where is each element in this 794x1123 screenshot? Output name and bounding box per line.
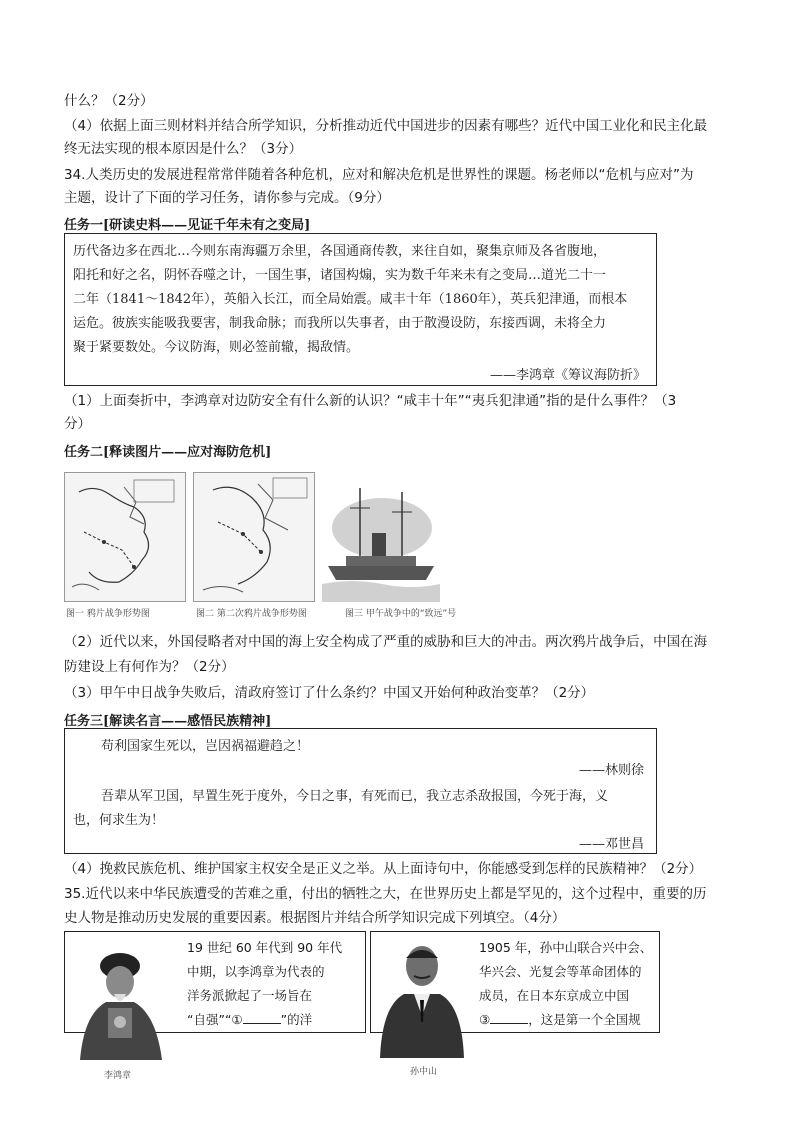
- question-34-line-2: 主题，设计了下面的学习任务，请你参与完成。（9分）: [64, 190, 390, 206]
- question-1-line-1: （1）上面奏折中，李鸿章对边防安全有什么新的认识？“咸丰十年”“夷兵犯津通”指的是什么事件？（3: [64, 393, 677, 409]
- question-35-line-2: 史人物是推动历史发展的重要因素。根据图片并结合所学知识完成下列填空。（4分）: [64, 910, 566, 926]
- question-2-line-1: （2）近代以来，外国侵略者对中国的海上安全构成了严重的威胁和巨大的冲击。两次鸦片战争后，中国在海: [64, 634, 708, 650]
- fill-line: [187, 1008, 342, 1032]
- fill-text: ③: [479, 1012, 491, 1027]
- task-3-title: 任务三[解读名言——感悟民族精神]: [64, 714, 272, 729]
- fill-line: 中期，以李鸿章为代表的: [187, 964, 325, 979]
- caption-figure-3: 图三 甲午战争中的“致远”号: [345, 609, 457, 619]
- quote-lin-zexu: 苟利国家生死以，岂因祸福避趋之！: [101, 739, 310, 754]
- blank-3[interactable]: [490, 1011, 528, 1024]
- caption-figure-1: 图一 鸦片战争形势图: [66, 609, 150, 619]
- quote-line: 二年（1841～1842年），英船入长江，而全局始震。咸丰十年（1860年），英兵犯津通，而根本: [73, 292, 628, 307]
- fill-line: 19 世纪 60 年代到 90 年代: [187, 940, 343, 955]
- quote-line: 阳托和好之名，阴怀吞噬之计，一国生事，诸国构煽，实为数千年来未有之变局…道光二十一: [73, 268, 607, 283]
- quote-deng-shichang-line-2: 也，何求生为！: [73, 813, 165, 828]
- sun-yatsen-text: [479, 936, 652, 1032]
- task-1-quote-box: [64, 233, 657, 386]
- warship-zhiyuan-image: [322, 478, 440, 602]
- task-2-title: 任务二[释读图片——应对海防危机]: [64, 445, 272, 460]
- sun-yatsen-portrait: [374, 936, 470, 1058]
- li-hongzhang-portrait: [70, 938, 170, 1060]
- fill-text: ，这是第一个全国规: [528, 1012, 641, 1027]
- fill-text: “自强”“①: [187, 1012, 243, 1027]
- text-line: 什么？（2分）: [64, 93, 154, 109]
- question-34-line-1: 34.人类历史的发展进程常常伴随着各种危机，应对和解决危机是世界性的课题。杨老师以“危机与应对”为: [64, 167, 694, 183]
- question-35-line-1: 35.近代以来中华民族遭受的苦难之重，付出的牺牲之大，在世界历史上都是罕见的，这个过程中，重要的历: [64, 886, 707, 902]
- fill-text: ”的洋: [280, 1012, 313, 1027]
- question-4-line: （4）挽救民族危机、维护国家主权安全是正义之举。从上面诗句中，你能感受到怎样的民族精神？（2分）: [64, 861, 703, 877]
- question-3-line: （3）甲午中日战争失败后，清政府签订了什么条约？中国又开始何种政治变革？（2分）: [64, 685, 595, 701]
- task-3-quote-box: [64, 728, 657, 854]
- author-deng-shichang: ——邓世昌: [578, 837, 644, 852]
- li-hongzhang-caption: 李鸿章: [104, 1071, 132, 1081]
- question-4-line-2: 终无法实现的根本原因是什么？（3分）: [64, 141, 303, 157]
- question-1-line-2: 分）: [64, 416, 91, 432]
- quote-deng-shichang-line-1: 吾辈从军卫国，早置生死于度外，今日之事，有死而已，我立志杀敌报国，今死于海，义: [101, 789, 609, 804]
- map-opium-war-image: [64, 472, 186, 602]
- blank-1[interactable]: [243, 1011, 281, 1024]
- question-2-line-2: 防建设上有何作为？（2分）: [64, 659, 235, 675]
- task-1-title: 任务一[研读史料——见证千年未有之变局]: [64, 218, 311, 233]
- fill-line: 华兴会、光复会等革命团体的: [479, 964, 642, 979]
- map-second-opium-war-image: [193, 472, 315, 602]
- task-1-source: ——李鸿章《筹议海防折》: [489, 368, 646, 383]
- fill-line: 成员，在日本东京成立中国: [479, 988, 630, 1003]
- quote-line: 历代备边多在西北…今则东南海疆万余里，各国通商传教，来往自如，聚集京师及各省腹地，: [73, 244, 607, 259]
- fill-line: 洋务派掀起了一场旨在: [187, 988, 313, 1003]
- fill-line: [479, 1008, 652, 1032]
- fill-line: 1905 年，孙中山联合兴中会、: [479, 940, 653, 955]
- quote-line: 运危。彼族实能吸我要害，制我命脉；而我所以失事者，由于散漫设防，东接西调，未将全力: [73, 316, 607, 331]
- li-hongzhang-text: [187, 936, 342, 1032]
- quote-line: 聚于紧要数处。今议防海，则必签前辙，揭敌情。: [73, 340, 360, 355]
- caption-figure-2: 图二 第二次鸦片战争形势图: [196, 609, 307, 619]
- author-lin-zexu: ——林则徐: [578, 763, 644, 778]
- question-4-line-1: （4）依据上面三则材料并结合所学知识，分析推动近代中国进步的因素有哪些？近代中国工业化和民主化最: [64, 118, 708, 134]
- task-1-quote-text: [73, 240, 627, 360]
- sun-yatsen-caption: 孙中山: [410, 1067, 438, 1077]
